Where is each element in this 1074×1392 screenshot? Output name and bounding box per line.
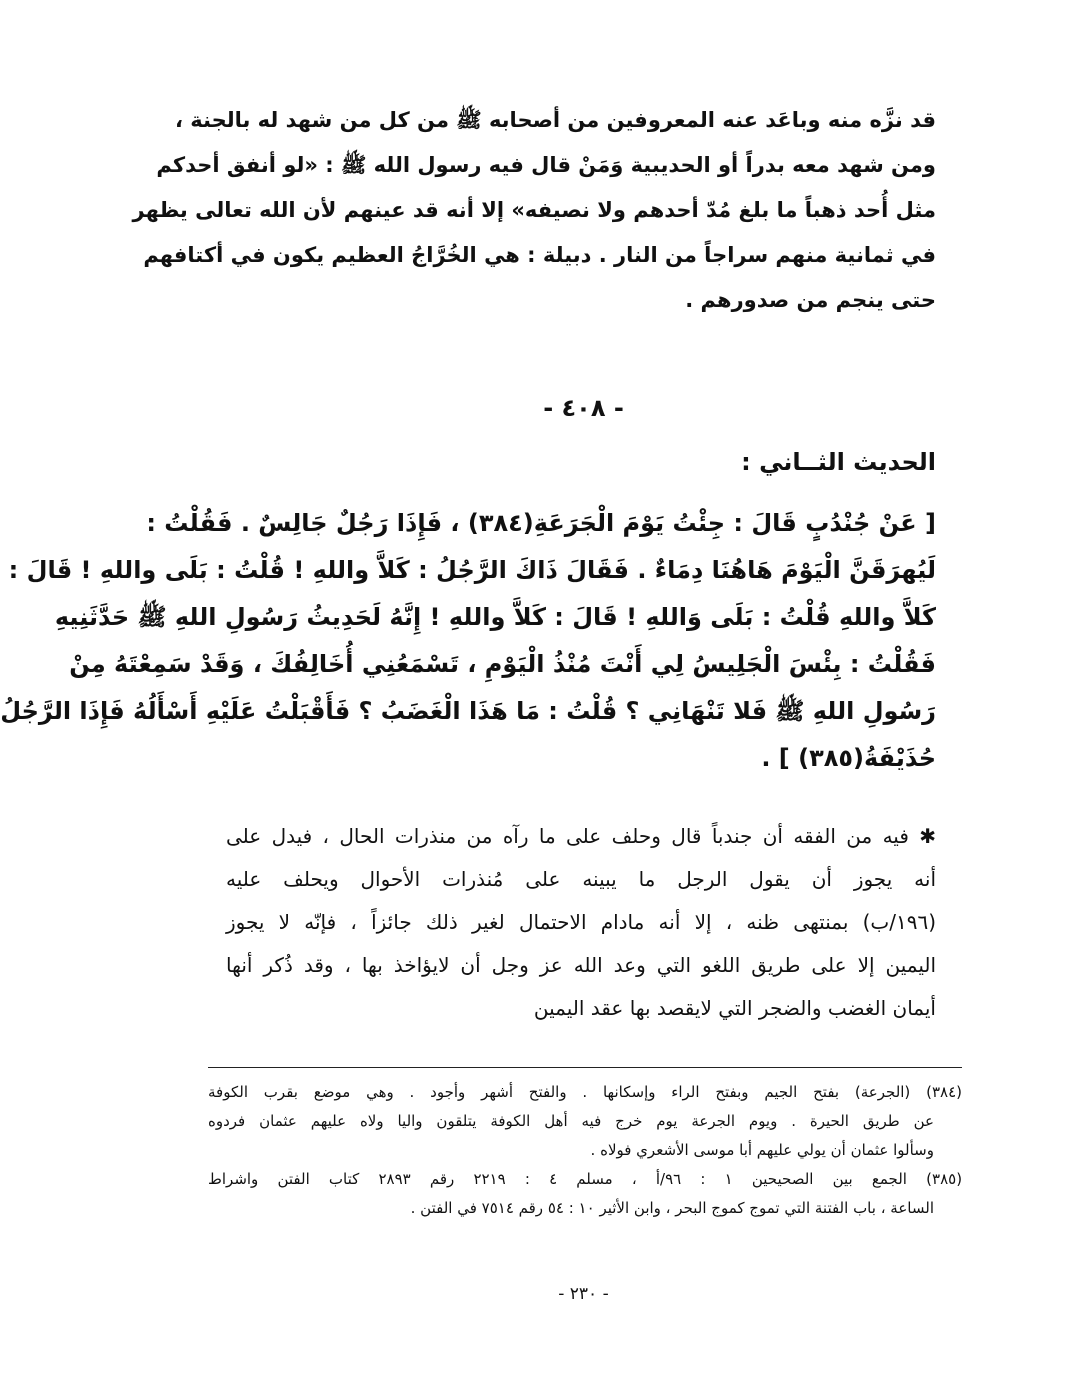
intro-line: مثل أُحد ذهباً ما بلغ مُدّ أحدهم ولا نصيفه» إلا أنه قد عينهم لأن الله تعالى يظهر	[132, 198, 936, 222]
commentary-line: أيمان الغضب والضجر التي لايقصد بها عقد اليمين	[533, 996, 936, 1020]
footnote-line: عن طريق الحيرة . ويوم الجرعة يوم خرج فيه أهل الكوفة يتلقون واليا ولاه عليهم عثمان فردوه	[208, 1112, 934, 1130]
intro-line: في ثمانية منهم سراجاً من النار . دبيلة : هي الخُرَّاجُ العظيم يكون في أكتافهم	[143, 243, 936, 267]
intro-line: حتى ينجم من صدورهم .	[685, 288, 936, 312]
commentary-paragraph	[226, 815, 936, 1030]
footnote-384	[208, 1078, 962, 1165]
commentary-line: اليمين إلا على طريق اللغو التي وعد الله عز وجل أن لايؤاخذ بها ، وقد ذُكر أنها	[226, 953, 936, 977]
hadith-line: فَقُلْتُ : بِئْسَ الْجَلِيسُ لِي أَنْتَ مُنْذُ الْيَوْمِ ، تَسْمَعُنِي أُخَالِفُكَ ، وَقَدْ سَمِعْتَهُ مِنْ	[69, 650, 936, 678]
hadith-line: رَسُولِ اللهِ ﷺ فَلا تَنْهَانِي ؟ قُلْتُ : مَا هَذَا الْغَضَبُ ؟ فَأَقْبَلْتُ عَلَيْهِ أَسْأَلُهُ فَإِذَا الرَّجُلُ	[0, 697, 936, 725]
footnote-385	[208, 1165, 962, 1223]
page-number: - ٢٣٠ -	[558, 1284, 609, 1304]
intro-line: ومن شهد معه بدراً أو الحديبية وَمَنْ قال فيه رسول الله ﷺ : «لو أنفق أحدكم	[156, 153, 936, 177]
footnote-divider	[208, 1067, 962, 1068]
intro-paragraph	[132, 98, 936, 323]
hadith-line: حُذَيْفَةُ(٣٨٥) ] .	[761, 744, 936, 772]
hadith-text	[0, 500, 936, 782]
footnote-line: (٣٨٥) الجمع بين الصحيحين ١ : ٩٦/أ ، مسلم ٤ : ٢٢١٩ رقم ٢٨٩٣ كتاب الفتن واشراط	[208, 1170, 963, 1188]
hadith-line: كَلاَّ واللهِ قُلْتُ : بَلَى وَاللهِ ! قَالَ : كَلاَّ واللهِ ! إِنَّهُ لَحَدِيثُ رَسُولِ اللهِ ﷺ حَدَّثَنِيهِ	[54, 603, 936, 631]
hadith-line: [ عَنْ جُنْدُبٍ قَالَ : جِئْتُ يَوْمَ الْجَرَعَةِ(٣٨٤) ، فَإِذَا رَجُلٌ جَالِسٌ . فَقُلْتُ :	[146, 509, 936, 537]
footnote-line: (٣٨٤) (الجرعة) بفتح الجيم وبفتح الراء وإسكانها . والفتح أشهر وأجود . وهي موضع بقرب الكوفة	[208, 1083, 962, 1101]
commentary-line: ✱ فيه من الفقه أن جندباً قال وحلف على ما رآه من منذرات الحال ، فيدل على	[226, 824, 936, 848]
footnote-line: الساعة ، باب الفتنة التي تموج كموج البحر ، وابن الأثير ١٠ : ٥٤ رقم ٧٥١٤ في الفتن .	[410, 1199, 934, 1217]
intro-line: قد نزَّه منه وباعَد عنه المعروفين من أصحابه ﷺ من كل من شهد له بالجنة ،	[174, 108, 936, 132]
footnote-line: وسألوا عثمان أن يولي عليهم أبا موسى الأشعري فولاه .	[590, 1141, 934, 1159]
hadith-number: - ٤٠٨ -	[543, 394, 624, 422]
footnotes	[208, 1078, 962, 1223]
section-heading: الحديث الثــاني :	[741, 448, 936, 476]
hadith-line: لَيُهرَقَنَّ الْيَوْمَ هَاهُنَا دِمَاءٌ . فَقَالَ ذَاكَ الرَّجُلُ : كَلاَّ واللهِ ! قُلْتُ : بَلَى واللهِ ! قَالَ :	[8, 556, 936, 584]
commentary-line: أنه يجوز أن يقول الرجل ما يبينه على مُنذرات الأحوال ويحلف عليه	[226, 867, 936, 891]
commentary-line: (١٩٦/ب) بمنتهى ظنه ، إلا أنه مادام الاحتمال لغير ذلك جائزاً ، فإنّه لا يجوز	[226, 910, 936, 934]
